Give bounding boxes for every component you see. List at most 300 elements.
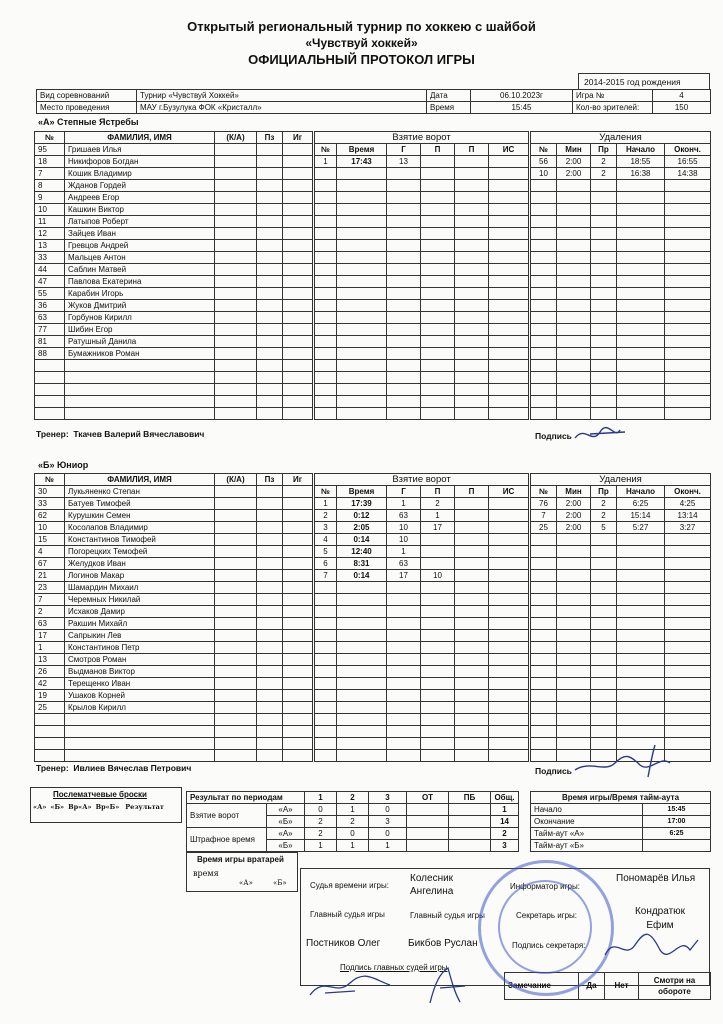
shootout-column: «Б» xyxy=(50,803,65,811)
player-number xyxy=(35,750,65,762)
table-row xyxy=(35,396,313,408)
cell xyxy=(283,336,313,348)
cell: 0 xyxy=(305,804,337,816)
tournament-subtitle: «Чувствуй хоккей» xyxy=(305,36,418,50)
penalty-end xyxy=(665,666,711,678)
penalty-min xyxy=(557,300,591,312)
player-name: Карабин Игорь xyxy=(65,288,215,300)
cell: 0 xyxy=(369,804,407,816)
header-gi: Иг xyxy=(283,132,313,144)
cell xyxy=(283,264,313,276)
penalty-reason xyxy=(591,228,617,240)
penalty-start: 15:14 xyxy=(617,510,665,522)
table-row xyxy=(531,510,711,522)
penalty-reason xyxy=(591,216,617,228)
table-row xyxy=(531,240,711,252)
goal-assist xyxy=(421,654,455,666)
penalty-min xyxy=(557,192,591,204)
team-a-name: «А» Степные Ястребы xyxy=(38,117,139,127)
table-row xyxy=(531,582,711,594)
header-g: Г xyxy=(387,144,421,156)
table-row xyxy=(35,474,313,486)
cell: 1 xyxy=(369,840,407,852)
goal-time: 0:14 xyxy=(337,570,387,582)
cell xyxy=(257,714,283,726)
cell xyxy=(215,714,257,726)
table-row xyxy=(35,156,313,168)
goal-number xyxy=(315,666,337,678)
cell xyxy=(257,498,283,510)
cell xyxy=(283,288,313,300)
penalty-reason xyxy=(591,252,617,264)
cell xyxy=(215,180,257,192)
header-start: Начало xyxy=(617,144,665,156)
goal-assist xyxy=(455,300,489,312)
goal-is xyxy=(489,678,529,690)
goal-time: 8:31 xyxy=(337,558,387,570)
cell xyxy=(283,276,313,288)
team-a-signature-icon xyxy=(570,420,640,448)
table-row xyxy=(35,618,313,630)
penalty-min xyxy=(557,240,591,252)
cell xyxy=(215,300,257,312)
goal-assist xyxy=(455,738,489,750)
goal-scorer xyxy=(387,678,421,690)
cell: 1 xyxy=(491,804,519,816)
cell xyxy=(283,312,313,324)
goal-number xyxy=(315,702,337,714)
judge-2: Бикбов Руслан xyxy=(408,938,478,949)
cell xyxy=(257,180,283,192)
chief-sign-label: Подпись главных судей игры xyxy=(340,963,448,972)
goal-assist xyxy=(421,168,455,180)
penalty-reason xyxy=(591,240,617,252)
time-label: Время xyxy=(427,102,471,114)
shootout-column: «А» xyxy=(33,803,47,811)
goal-scorer xyxy=(387,738,421,750)
informer: Пономарёв Илья xyxy=(616,873,696,884)
remark-yes[interactable]: Да xyxy=(579,973,605,1000)
player-number xyxy=(35,408,65,420)
penalty-reason xyxy=(591,630,617,642)
cell xyxy=(257,336,283,348)
goal-time xyxy=(337,228,387,240)
start-value: 15:45 xyxy=(643,804,711,816)
end-label: Окончание xyxy=(531,816,643,828)
cell xyxy=(283,606,313,618)
penalty-player xyxy=(531,348,557,360)
penalty-reason xyxy=(591,558,617,570)
table-row xyxy=(35,714,313,726)
penalty-reason xyxy=(591,570,617,582)
penalty-min xyxy=(557,216,591,228)
goal-time xyxy=(337,408,387,420)
penalty-start xyxy=(617,642,665,654)
penalty-min xyxy=(557,336,591,348)
player-number xyxy=(35,396,65,408)
goal-scorer xyxy=(387,384,421,396)
penalty-min xyxy=(557,594,591,606)
penalty-player xyxy=(531,738,557,750)
penalty-reason xyxy=(591,324,617,336)
cell: 1 xyxy=(337,840,369,852)
penalty-player xyxy=(531,384,557,396)
player-name: Никифоров Богдан xyxy=(65,156,215,168)
goal-time xyxy=(337,168,387,180)
penalty-start xyxy=(617,300,665,312)
player-name: Сапрыкин Лев xyxy=(65,630,215,642)
player-number: 77 xyxy=(35,324,65,336)
penalty-reason xyxy=(591,360,617,372)
goalie-a: «А» xyxy=(239,879,253,887)
goal-assist xyxy=(455,606,489,618)
table-row xyxy=(315,216,529,228)
penalty-player xyxy=(531,642,557,654)
table-row xyxy=(531,168,711,180)
table-row xyxy=(315,486,529,498)
goal-is xyxy=(489,546,529,558)
penalty-start xyxy=(617,594,665,606)
header-time: Время xyxy=(337,486,387,498)
goal-number xyxy=(315,678,337,690)
header-end: Оконч. xyxy=(665,486,711,498)
goal-is xyxy=(489,360,529,372)
goal-assist xyxy=(421,264,455,276)
penalty-min xyxy=(557,666,591,678)
cell xyxy=(283,216,313,228)
goals-title: Взятие ворот xyxy=(315,132,529,144)
header-no: № xyxy=(35,132,65,144)
cell xyxy=(215,312,257,324)
goalie-title: Время игры вратарей xyxy=(197,855,284,864)
cell xyxy=(283,384,313,396)
table-row xyxy=(531,606,711,618)
cell xyxy=(257,192,283,204)
goal-time xyxy=(337,726,387,738)
goal-assist xyxy=(455,534,489,546)
goal-is xyxy=(489,240,529,252)
penalty-start xyxy=(617,570,665,582)
cell xyxy=(257,324,283,336)
penalty-min xyxy=(557,312,591,324)
goal-assist xyxy=(455,702,489,714)
table-row xyxy=(35,522,313,534)
table-row xyxy=(531,618,711,630)
team-b-signature-label: Подпись xyxy=(535,766,572,776)
player-name: Горбунов Кирилл xyxy=(65,312,215,324)
goal-time xyxy=(337,264,387,276)
goal-assist xyxy=(455,336,489,348)
player-number: 11 xyxy=(35,216,65,228)
goal-scorer xyxy=(387,336,421,348)
penalty-min xyxy=(557,654,591,666)
goal-time xyxy=(337,300,387,312)
cell xyxy=(283,228,313,240)
goal-is xyxy=(489,324,529,336)
player-number: 55 xyxy=(35,288,65,300)
cell xyxy=(257,312,283,324)
penalties-title: Удаления xyxy=(531,474,711,486)
goals-title: Взятие ворот xyxy=(315,474,529,486)
period-col: 2 xyxy=(337,792,369,804)
table-row xyxy=(35,642,313,654)
penalty-start xyxy=(617,630,665,642)
cell xyxy=(257,204,283,216)
goal-number xyxy=(315,348,337,360)
penalty-start xyxy=(617,618,665,630)
table-row xyxy=(531,570,711,582)
penalty-min xyxy=(557,180,591,192)
table-row xyxy=(531,546,711,558)
penalty-start xyxy=(617,396,665,408)
goal-time xyxy=(337,642,387,654)
table-row xyxy=(531,132,711,144)
table-row xyxy=(315,240,529,252)
penalty-start xyxy=(617,336,665,348)
penalty-reason xyxy=(591,546,617,558)
penalty-player xyxy=(531,558,557,570)
place-label: Место проведения xyxy=(37,102,137,114)
penalty-end xyxy=(665,228,711,240)
cell xyxy=(257,408,283,420)
cell xyxy=(283,630,313,642)
cell: 1 xyxy=(305,840,337,852)
table-row xyxy=(35,216,313,228)
header-time: Время xyxy=(337,144,387,156)
table-row xyxy=(35,558,313,570)
team-a-short: «А» xyxy=(267,828,305,840)
goal-time: 17:39 xyxy=(337,498,387,510)
table-row xyxy=(315,714,529,726)
cell xyxy=(257,534,283,546)
chief-judge-label-2: Главный судья игры xyxy=(410,911,485,920)
goal-number xyxy=(315,276,337,288)
goal-is xyxy=(489,582,529,594)
goal-time xyxy=(337,594,387,606)
goal-assist xyxy=(455,264,489,276)
cell xyxy=(283,510,313,522)
goal-number xyxy=(315,408,337,420)
goal-assist xyxy=(455,372,489,384)
periods-table xyxy=(186,791,519,852)
player-name: Курушкин Семен xyxy=(65,510,215,522)
secretary-sign-label: Подпись секретаря: xyxy=(512,941,586,950)
goal-assist xyxy=(455,666,489,678)
cell xyxy=(283,558,313,570)
player-number: 42 xyxy=(35,678,65,690)
cell xyxy=(215,558,257,570)
cell xyxy=(257,606,283,618)
penalty-reason: 2 xyxy=(591,510,617,522)
player-name xyxy=(65,384,215,396)
goal-scorer xyxy=(387,288,421,300)
cell xyxy=(257,216,283,228)
goal-scorer xyxy=(387,192,421,204)
table-row xyxy=(315,396,529,408)
cell: 2 xyxy=(337,816,369,828)
cell xyxy=(283,372,313,384)
header-start: Начало xyxy=(617,486,665,498)
team-a-goals xyxy=(314,131,529,420)
goal-time xyxy=(337,750,387,762)
player-number: 95 xyxy=(35,144,65,156)
goal-assist xyxy=(421,192,455,204)
goal-assist xyxy=(455,276,489,288)
cell: 2 xyxy=(491,828,519,840)
table-row xyxy=(531,228,711,240)
cell: 1 xyxy=(337,804,369,816)
penalty-player xyxy=(531,336,557,348)
goal-number xyxy=(315,252,337,264)
player-name xyxy=(65,726,215,738)
goal-scorer xyxy=(387,324,421,336)
player-number: 13 xyxy=(35,240,65,252)
penalty-start xyxy=(617,276,665,288)
penalty-player xyxy=(531,300,557,312)
goal-number xyxy=(315,240,337,252)
cell xyxy=(215,360,257,372)
goal-time xyxy=(337,384,387,396)
goal-time xyxy=(337,276,387,288)
penalty-start xyxy=(617,348,665,360)
goal-scorer xyxy=(387,252,421,264)
cell xyxy=(215,738,257,750)
player-name: Андреев Егор xyxy=(65,192,215,204)
cell xyxy=(283,678,313,690)
goal-time xyxy=(337,360,387,372)
goal-scorer xyxy=(387,216,421,228)
team-a-roster xyxy=(34,131,313,420)
penalty-reason: 2 xyxy=(591,156,617,168)
header-pr: Пр xyxy=(591,486,617,498)
cell xyxy=(215,630,257,642)
player-number xyxy=(35,714,65,726)
cell xyxy=(215,396,257,408)
player-number: 25 xyxy=(35,702,65,714)
goal-time xyxy=(337,312,387,324)
goal-is xyxy=(489,288,529,300)
table-row xyxy=(531,276,711,288)
period-col: Общ. xyxy=(491,792,519,804)
cell: 0 xyxy=(369,828,407,840)
player-name: Жданов Гордей xyxy=(65,180,215,192)
penalty-start: 16:38 xyxy=(617,168,665,180)
player-number: 9 xyxy=(35,192,65,204)
table-row xyxy=(531,642,711,654)
penalty-start xyxy=(617,702,665,714)
goal-time: 17:43 xyxy=(337,156,387,168)
player-name: Павлова Екатерина xyxy=(65,276,215,288)
table-row xyxy=(35,654,313,666)
goal-number xyxy=(315,384,337,396)
cell xyxy=(215,324,257,336)
penalty-min xyxy=(557,570,591,582)
goal-assist xyxy=(421,594,455,606)
penalty-end: 13:14 xyxy=(665,510,711,522)
penalty-end xyxy=(665,276,711,288)
goal-assist xyxy=(455,618,489,630)
table-row xyxy=(35,666,313,678)
table-row xyxy=(315,228,529,240)
player-number: 12 xyxy=(35,228,65,240)
player-name: Кашкин Виктор xyxy=(65,204,215,216)
penalty-player xyxy=(531,216,557,228)
penalty-min xyxy=(557,252,591,264)
player-number: 21 xyxy=(35,570,65,582)
table-row xyxy=(315,594,529,606)
penalty-time-label: Штрафное время xyxy=(187,828,267,852)
goal-assist xyxy=(455,312,489,324)
penalty-player xyxy=(531,678,557,690)
table-row xyxy=(315,336,529,348)
player-name xyxy=(65,396,215,408)
player-number: 7 xyxy=(35,168,65,180)
remark-label: Замечание xyxy=(505,973,579,1000)
goal-number xyxy=(315,606,337,618)
penalty-player xyxy=(531,252,557,264)
cell xyxy=(283,144,313,156)
table-row xyxy=(315,546,529,558)
goal-scorer xyxy=(387,240,421,252)
shootout-box xyxy=(30,787,182,823)
goals-label: Взятие ворот xyxy=(187,804,267,828)
team-b-signature-icon xyxy=(570,735,700,780)
header-no: № xyxy=(315,144,337,156)
judge-1-signature-icon xyxy=(305,965,395,1005)
penalty-player xyxy=(531,690,557,702)
goal-assist xyxy=(455,384,489,396)
goal-time xyxy=(337,336,387,348)
penalty-reason xyxy=(591,192,617,204)
table-row xyxy=(35,726,313,738)
date: 06.10.2023г xyxy=(471,90,573,102)
penalty-player xyxy=(531,372,557,384)
table-row xyxy=(315,474,529,486)
team-b-coach xyxy=(36,764,191,773)
player-name: Черемных Никилай xyxy=(65,594,215,606)
penalty-end xyxy=(665,240,711,252)
goal-assist xyxy=(421,204,455,216)
penalty-reason xyxy=(591,702,617,714)
player-name: Ратушный Данила xyxy=(65,336,215,348)
secretary: Кондратюк Ефим xyxy=(634,906,686,931)
cell xyxy=(257,264,283,276)
table-row xyxy=(531,654,711,666)
goal-scorer xyxy=(387,750,421,762)
player-name: Исхаков Дамир xyxy=(65,606,215,618)
player-name xyxy=(65,408,215,420)
goal-time: 12:40 xyxy=(337,546,387,558)
penalty-end xyxy=(665,384,711,396)
goal-is xyxy=(489,216,529,228)
goal-assist xyxy=(421,336,455,348)
goal-assist xyxy=(421,252,455,264)
penalty-reason xyxy=(591,288,617,300)
table-row xyxy=(315,276,529,288)
remark-no[interactable]: Нет xyxy=(605,973,639,1000)
goal-assist xyxy=(421,312,455,324)
player-number: 23 xyxy=(35,582,65,594)
goal-number xyxy=(315,690,337,702)
player-name: Лукьяненко Степан xyxy=(65,486,215,498)
see-back: Смотри на обороте xyxy=(639,973,711,1000)
goal-is xyxy=(489,666,529,678)
shootout-column: Вр«Б» xyxy=(95,803,120,811)
goal-is xyxy=(489,558,529,570)
penalty-player xyxy=(531,606,557,618)
goal-assist xyxy=(455,204,489,216)
penalty-player xyxy=(531,750,557,762)
